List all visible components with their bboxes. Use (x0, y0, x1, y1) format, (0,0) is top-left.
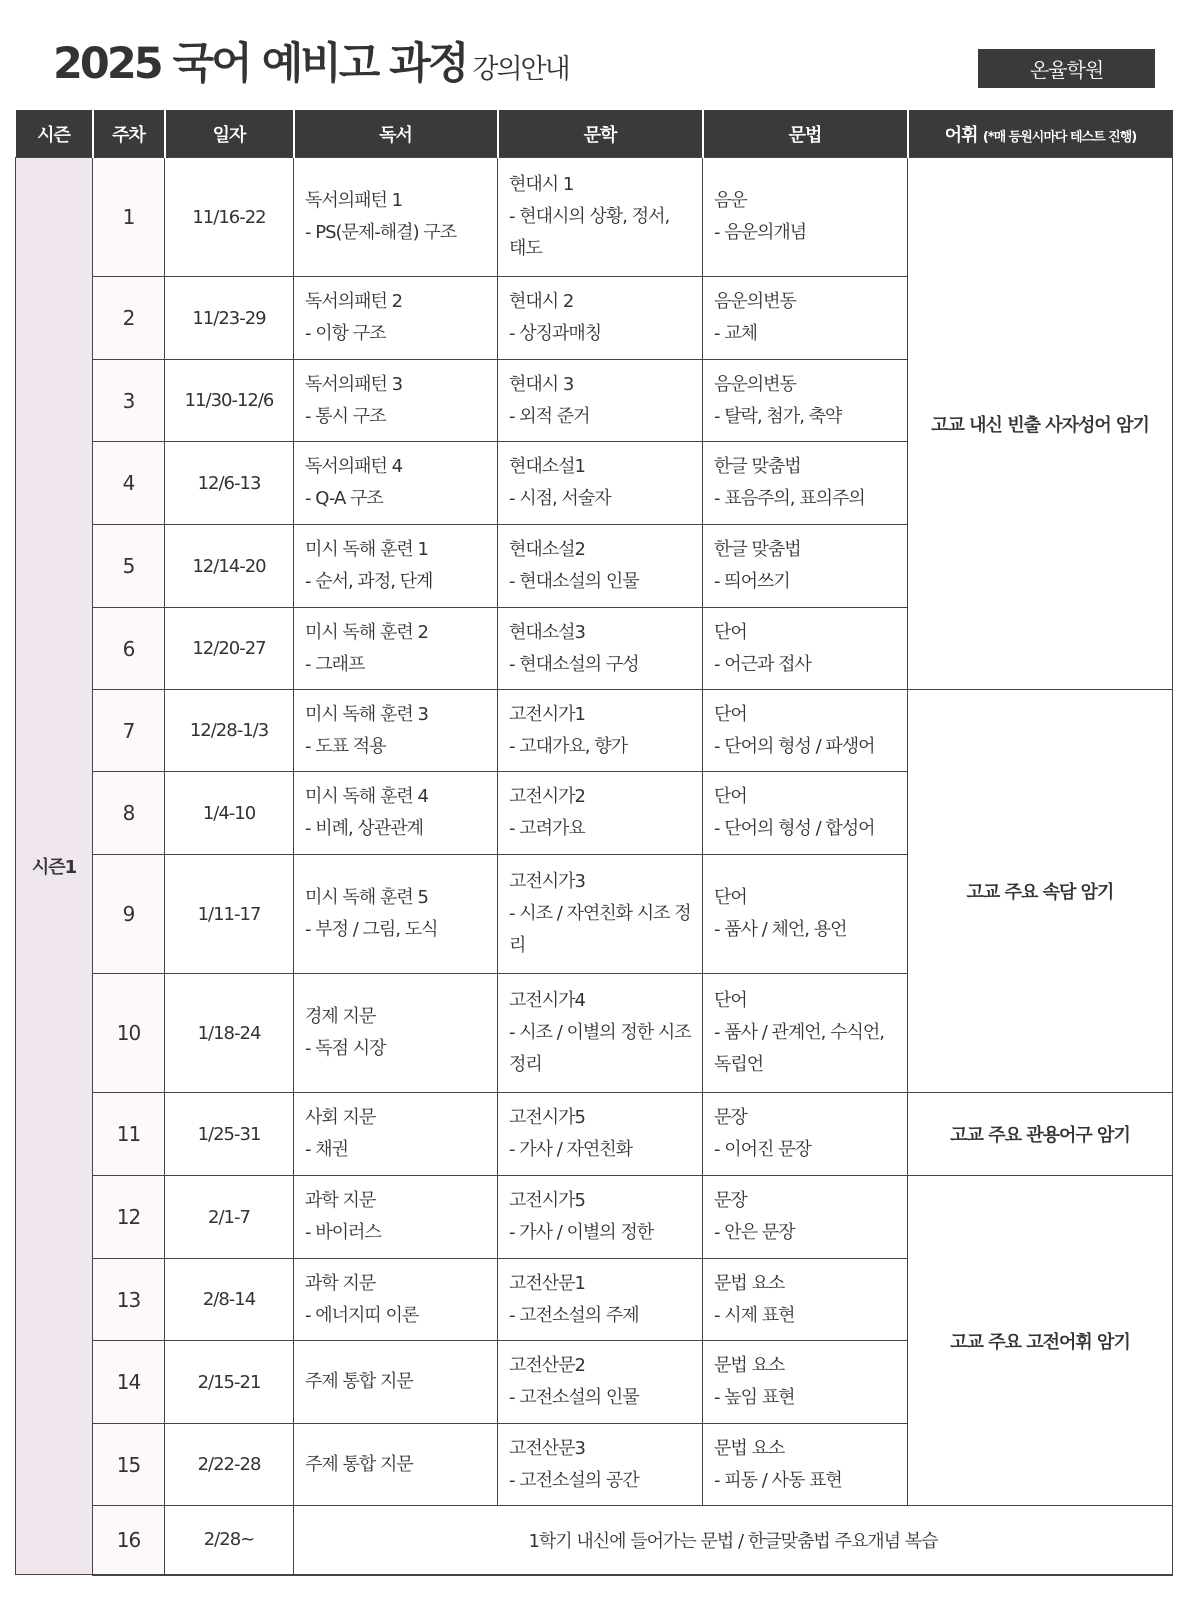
cell-line: 고전시가3 (509, 871, 586, 892)
cell-line: 현대시 3 (509, 373, 574, 395)
cell-line: - 음운의개념 (714, 222, 807, 243)
grammar-cell (703, 1424, 908, 1506)
vocab-cell: 고교 주요 속담 암기 (908, 690, 1173, 1093)
week-cell: 12 (93, 1176, 165, 1259)
vocab-label: 어휘 (944, 124, 978, 146)
reading-cell (294, 1341, 498, 1424)
cell-line: 고전산문1 (509, 1272, 586, 1294)
cell-line: 과학 지문 (305, 1190, 376, 1211)
cell-line: 음운의변동 (714, 291, 796, 312)
cell-line: - 시조 / 자연친화 시조 정 (509, 903, 691, 924)
week-cell: 16 (93, 1506, 165, 1575)
date-cell: 12/14-20 (165, 525, 294, 608)
literature-cell (498, 360, 703, 442)
cell-line: 독서의패턴 2 (305, 291, 403, 312)
date-cell: 1/11-17 (165, 855, 294, 974)
cell-line: 사회 지문 (305, 1107, 376, 1128)
date-cell: 11/30-12/6 (165, 360, 294, 442)
literature-cell (498, 1259, 703, 1341)
grammar-cell (703, 974, 908, 1093)
cell-line: - 통시 구조 (305, 405, 386, 427)
table-row (16, 1176, 1173, 1259)
cell-line: - 도표 적용 (305, 735, 386, 757)
cell-line: 독립언 (714, 1054, 764, 1075)
date-cell: 2/22-28 (165, 1424, 294, 1506)
week-cell: 5 (93, 525, 165, 608)
schedule-table (15, 110, 1173, 1576)
cell-line: - 단어의 형성 / 파생어 (714, 735, 875, 757)
week-cell: 2 (93, 277, 165, 360)
cell-line: 현대소설2 (509, 539, 586, 560)
reading-cell (294, 855, 498, 974)
cell-line: 현대소설1 (509, 456, 586, 477)
cell-line: 독서의패턴 4 (305, 456, 403, 477)
week-cell: 7 (93, 690, 165, 772)
cell-line: 음운의변동 (714, 373, 796, 395)
cell-line: 태도 (509, 238, 542, 259)
cell-line: - 이항 구조 (305, 323, 386, 344)
cell-line: - 독점 시장 (305, 1038, 386, 1059)
cell-line: - 단어의 형성 / 합성어 (714, 818, 875, 839)
date-cell: 2/1-7 (165, 1176, 294, 1259)
date-cell: 11/23-29 (165, 277, 294, 360)
reading-cell (294, 158, 498, 277)
cell-line: - 상징과매칭 (509, 323, 602, 344)
cell-line: 미시 독해 훈련 4 (305, 786, 428, 807)
cell-line: - 고려가요 (509, 818, 585, 839)
cell-line: 고전시가4 (509, 990, 586, 1011)
cell-line: 고전산문3 (509, 1437, 586, 1459)
week-cell: 10 (93, 974, 165, 1093)
cell-line: 리 (509, 935, 526, 956)
table-row (16, 690, 1173, 772)
literature-cell (498, 442, 703, 525)
academy-badge: 온율학원 (978, 49, 1155, 88)
cell-line: - 표음주의, 표의주의 (714, 488, 865, 509)
cell-line: - 안은 문장 (714, 1222, 795, 1243)
col-vocab (908, 110, 1173, 158)
reading-cell (294, 442, 498, 525)
cell-line: 주제 통합 지문 (305, 1453, 413, 1475)
cell-line: 문법 요소 (714, 1437, 785, 1459)
cell-line: - Q-A 구조 (305, 488, 383, 509)
reading-cell (294, 690, 498, 772)
grammar-cell (703, 855, 908, 974)
cell-line: 문법 요소 (714, 1272, 785, 1294)
cell-line: - 현대시의 상황, 정서, (509, 206, 670, 227)
reading-cell (294, 608, 498, 690)
literature-cell (498, 1341, 703, 1424)
literature-cell (498, 974, 703, 1093)
vocab-cell: 고교 주요 관용어구 암기 (908, 1093, 1173, 1176)
grammar-cell (703, 277, 908, 360)
vocab-cell: 고교 주요 고전어휘 암기 (908, 1176, 1173, 1506)
cell-line: 주제 통합 지문 (305, 1371, 413, 1392)
week-cell: 9 (93, 855, 165, 974)
literature-cell (498, 855, 703, 974)
date-cell: 2/28~ (165, 1506, 294, 1575)
cell-line: 한글 맞춤법 (714, 539, 801, 560)
cell-line: 경제 지문 (305, 1006, 376, 1027)
cell-line: - 시제 표현 (714, 1304, 795, 1326)
cell-line: - 품사 / 체언, 용언 (714, 919, 847, 940)
cell-line: 음운 (714, 190, 747, 211)
cell-line: - PS(문제-해결) 구조 (305, 222, 457, 243)
cell-line: - 높임 표현 (714, 1387, 795, 1408)
cell-line: - 이어진 문장 (714, 1139, 811, 1160)
reading-cell (294, 360, 498, 442)
cell-line: - 현대소설의 구성 (509, 653, 639, 675)
cell-line: 고전산문2 (509, 1355, 586, 1376)
literature-cell (498, 277, 703, 360)
cell-line: 현대소설3 (509, 621, 586, 643)
cell-line: 현대시 1 (509, 174, 574, 195)
cell-line: - 띄어쓰기 (714, 571, 790, 592)
date-cell: 11/16-22 (165, 158, 294, 277)
grammar-cell (703, 1341, 908, 1424)
cell-line: 한글 맞춤법 (714, 456, 801, 477)
cell-line: 단어 (714, 887, 747, 908)
week-cell: 1 (93, 158, 165, 277)
date-cell: 1/18-24 (165, 974, 294, 1093)
grammar-cell (703, 690, 908, 772)
cell-line: - 피동 / 사동 표현 (714, 1469, 842, 1491)
cell-line: 현대시 2 (509, 291, 574, 312)
date-cell: 2/8-14 (165, 1259, 294, 1341)
week-cell: 14 (93, 1341, 165, 1424)
cell-line: 미시 독해 훈련 5 (305, 887, 428, 908)
cell-line: - 시조 / 이별의 정한 시조 (509, 1022, 691, 1043)
reading-cell (294, 525, 498, 608)
week-cell: 13 (93, 1259, 165, 1341)
col-literature: 문학 (498, 110, 703, 158)
week-cell: 8 (93, 772, 165, 855)
reading-cell (294, 772, 498, 855)
col-grammar: 문법 (703, 110, 908, 158)
cell-line: 문장 (714, 1107, 747, 1128)
grammar-cell (703, 360, 908, 442)
header-row (16, 110, 1173, 158)
grammar-cell (703, 772, 908, 855)
cell-line: 미시 독해 훈련 3 (305, 703, 428, 725)
table-row-final (16, 1506, 1173, 1575)
cell-line: - 고전소설의 인물 (509, 1387, 639, 1408)
week-cell: 3 (93, 360, 165, 442)
vocab-cell: 고교 내신 빈출 사자성어 암기 (908, 158, 1173, 690)
cell-line: 단어 (714, 703, 747, 725)
cell-line: - 고대가요, 향가 (509, 735, 627, 757)
cell-line: 미시 독해 훈련 1 (305, 539, 428, 560)
cell-line: 미시 독해 훈련 2 (305, 621, 428, 643)
literature-cell (498, 1176, 703, 1259)
week-cell: 6 (93, 608, 165, 690)
cell-line: 고전시가2 (509, 786, 586, 807)
literature-cell (498, 608, 703, 690)
reading-cell (294, 1093, 498, 1176)
reading-cell (294, 1424, 498, 1506)
vocab-note: (*매 등원시마다 테스트 진행) (982, 129, 1137, 145)
cell-line: - 채권 (305, 1139, 348, 1160)
grammar-cell (703, 1259, 908, 1341)
literature-cell (498, 525, 703, 608)
season-cell: 시즌1 (16, 158, 93, 1575)
week-cell: 15 (93, 1424, 165, 1506)
cell-line: - 순서, 과정, 단계 (305, 571, 433, 592)
cell-line: 과학 지문 (305, 1272, 376, 1294)
table-row (16, 158, 1173, 277)
literature-cell (498, 772, 703, 855)
literature-cell (498, 158, 703, 277)
cell-line: - 비례, 상관관계 (305, 818, 423, 839)
page-title (53, 30, 569, 91)
grammar-cell (703, 608, 908, 690)
cell-line: - 교체 (714, 323, 757, 344)
col-date: 일자 (165, 110, 294, 158)
cell-line: - 고전소설의 주제 (509, 1304, 639, 1326)
date-cell: 12/20-27 (165, 608, 294, 690)
date-cell: 1/25-31 (165, 1093, 294, 1176)
reading-cell (294, 1259, 498, 1341)
literature-cell (498, 1093, 703, 1176)
date-cell: 12/28-1/3 (165, 690, 294, 772)
review-cell: 1학기 내신에 들어가는 문법 / 한글맞춤법 주요개념 복습 (294, 1506, 1173, 1575)
date-cell: 2/15-21 (165, 1341, 294, 1424)
table-row (16, 1093, 1173, 1176)
week-cell: 11 (93, 1093, 165, 1176)
col-reading: 독서 (294, 110, 498, 158)
cell-line: 독서의패턴 1 (305, 190, 403, 211)
cell-line: - 어근과 접사 (714, 653, 811, 675)
grammar-cell (703, 1093, 908, 1176)
col-season: 시즌 (16, 110, 93, 158)
grammar-cell (703, 442, 908, 525)
cell-line: 고전시가1 (509, 703, 586, 725)
cell-line: 고전시가5 (509, 1190, 586, 1211)
reading-cell (294, 1176, 498, 1259)
cell-line: 단어 (714, 786, 747, 807)
cell-line: - 가사 / 이별의 정한 (509, 1222, 654, 1243)
grammar-cell (703, 1176, 908, 1259)
cell-line: - 부정 / 그림, 도식 (305, 919, 438, 940)
cell-line: 문법 요소 (714, 1355, 785, 1376)
week-cell: 4 (93, 442, 165, 525)
cell-line: 독서의패턴 3 (305, 373, 403, 395)
grammar-cell (703, 525, 908, 608)
cell-line: - 바이러스 (305, 1222, 381, 1243)
date-cell: 12/6-13 (165, 442, 294, 525)
reading-cell (294, 974, 498, 1093)
cell-line: 문장 (714, 1190, 747, 1211)
title-text: 2025 국어 예비고 과정 (53, 39, 467, 89)
cell-line: - 에너지띠 이론 (305, 1304, 419, 1326)
cell-line: - 현대소설의 인물 (509, 571, 639, 592)
literature-cell (498, 1424, 703, 1506)
cell-line: 단어 (714, 621, 747, 643)
reading-cell (294, 277, 498, 360)
cell-line: - 고전소설의 공간 (509, 1469, 639, 1491)
literature-cell (498, 690, 703, 772)
col-week: 주차 (93, 110, 165, 158)
cell-line: - 품사 / 관계언, 수식언, (714, 1022, 884, 1043)
grammar-cell (703, 158, 908, 277)
cell-line: - 시점, 서술자 (509, 488, 611, 509)
cell-line: 단어 (714, 990, 747, 1011)
cell-line: - 그래프 (305, 653, 365, 675)
cell-line: - 탈락, 첨가, 축약 (714, 405, 842, 427)
cell-line: 정리 (509, 1054, 542, 1075)
date-cell: 1/4-10 (165, 772, 294, 855)
page-subtitle: 강의안내 (472, 54, 569, 85)
cell-line: 고전시가5 (509, 1107, 586, 1128)
cell-line: - 가사 / 자연친화 (509, 1139, 633, 1160)
cell-line: - 외적 준거 (509, 405, 590, 427)
